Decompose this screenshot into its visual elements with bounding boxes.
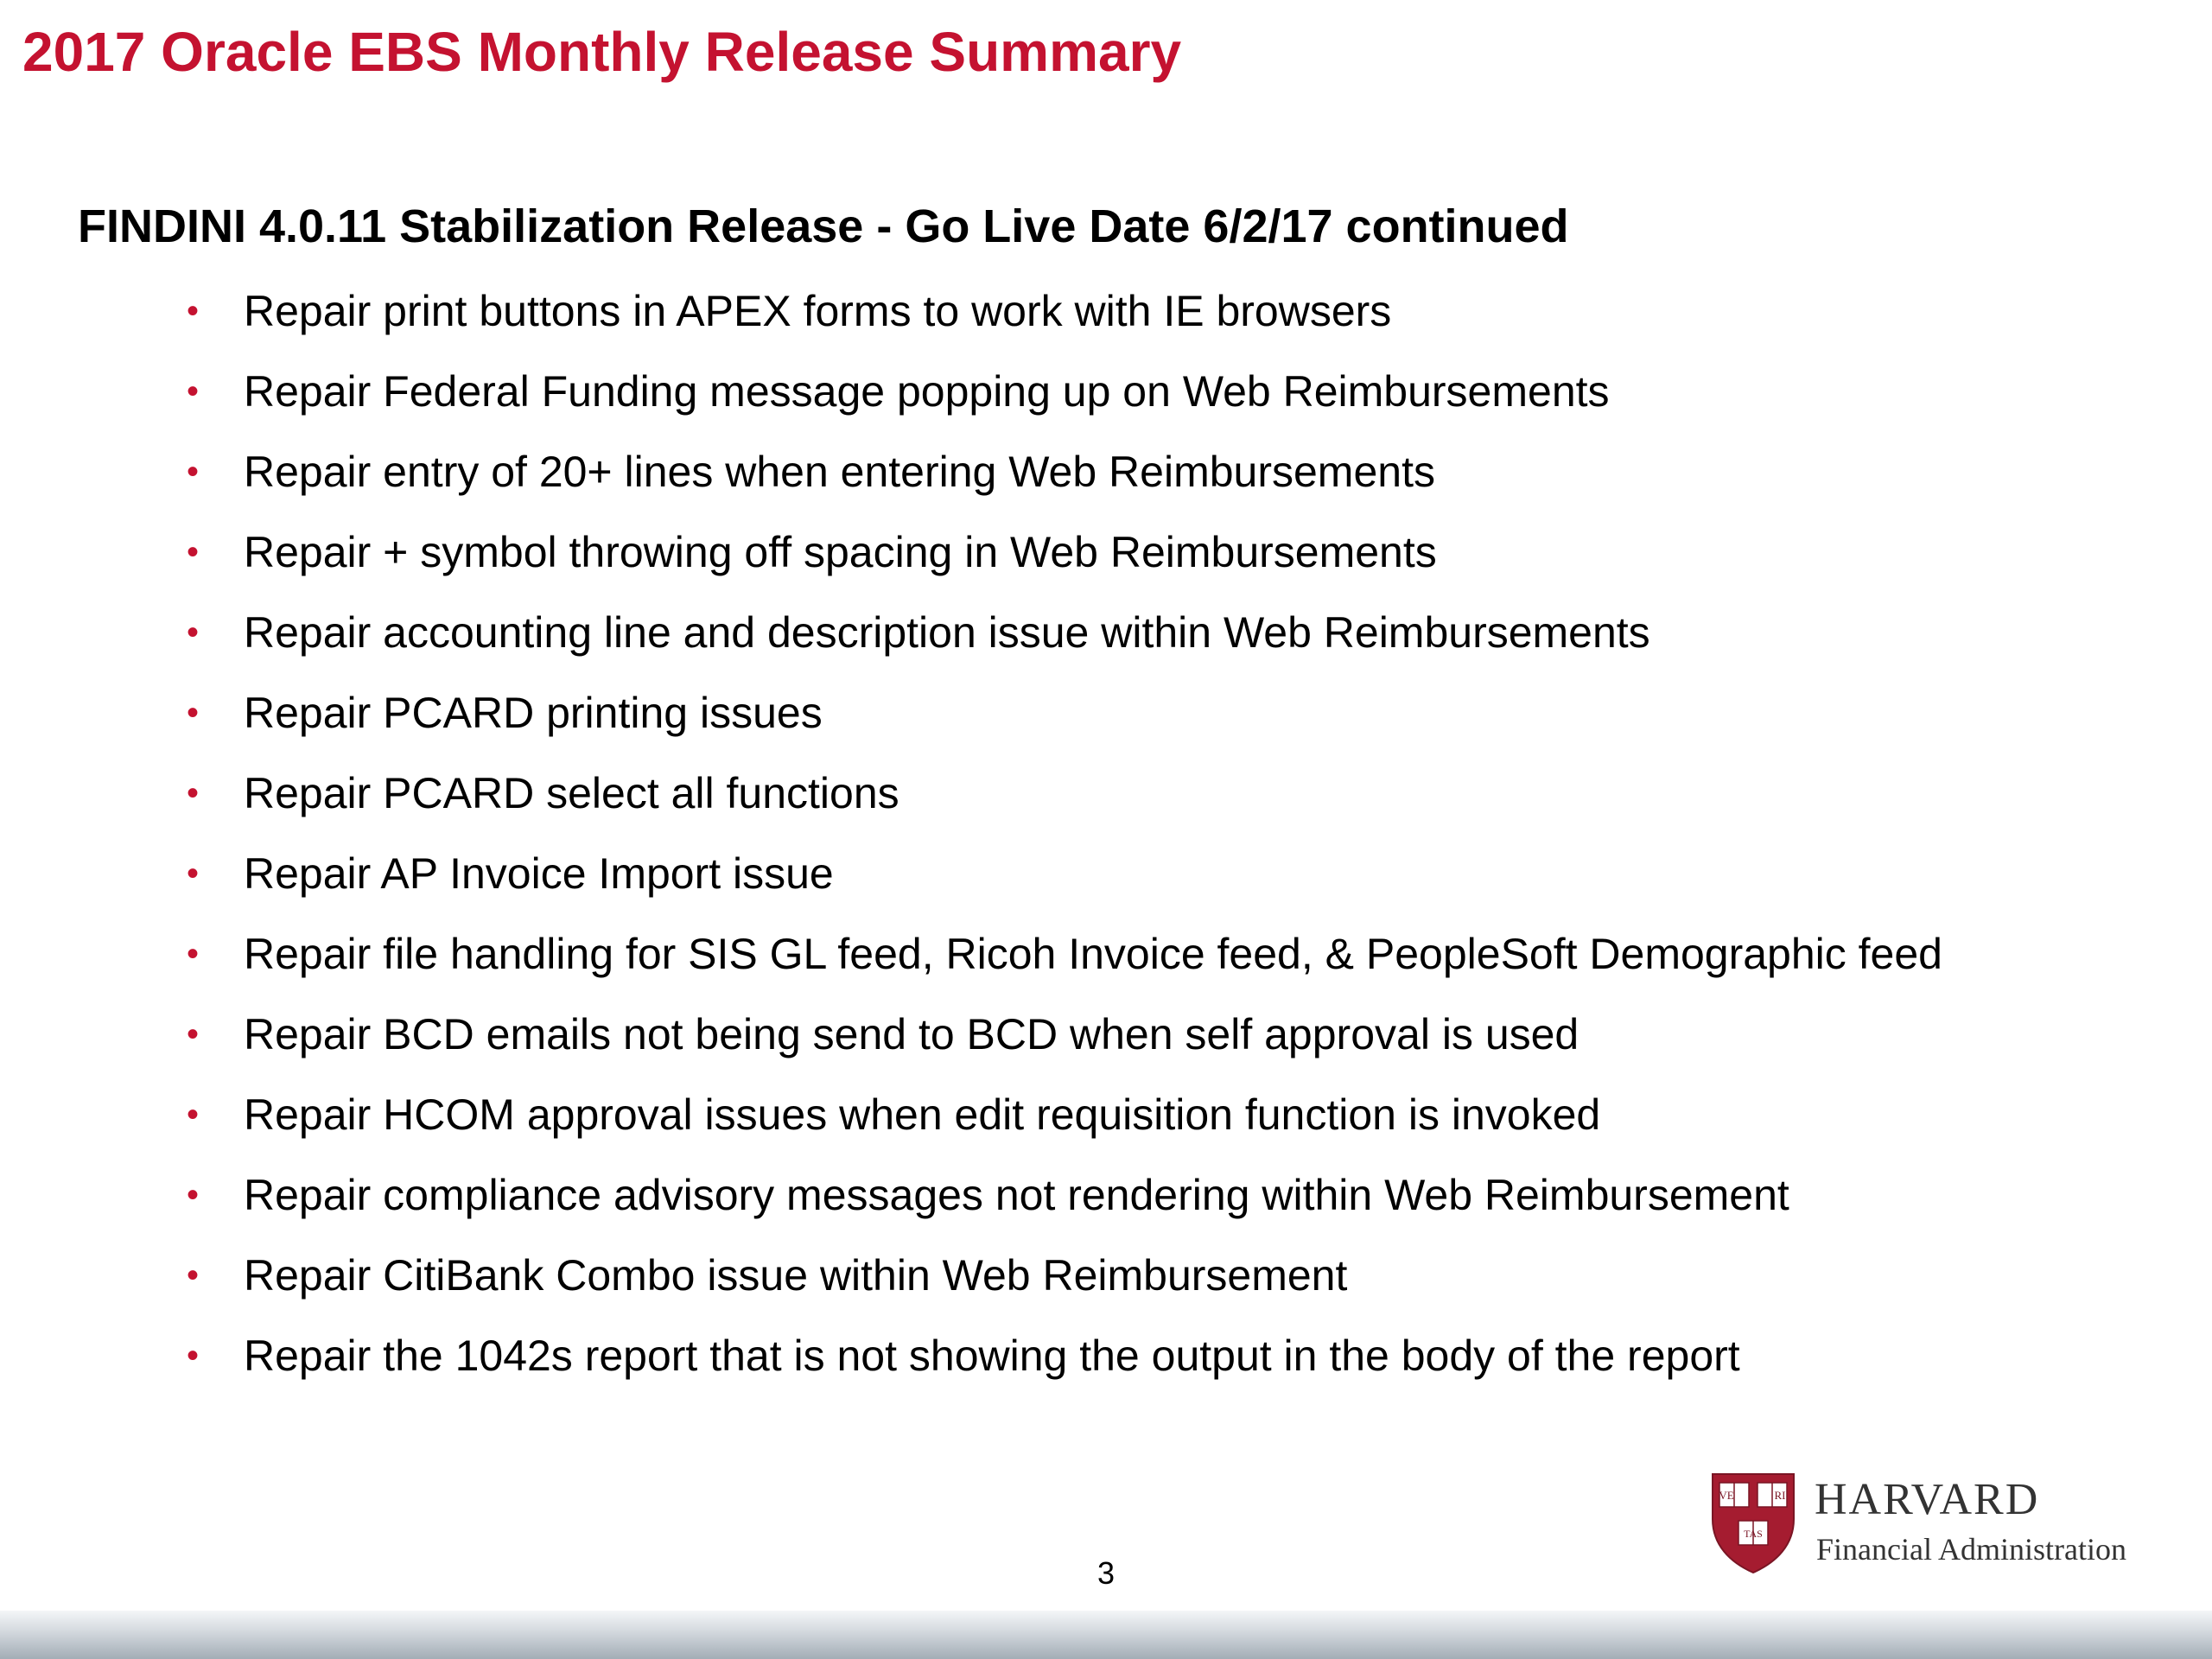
bullet-marker: • xyxy=(187,774,200,812)
bullet-text: Repair the 1042s report that is not showing the output in the body of the report xyxy=(244,1332,1740,1380)
bullet-marker: • xyxy=(187,1337,200,1375)
bullet-marker: • xyxy=(187,694,200,732)
logo-subtitle: Financial Administration xyxy=(1816,1532,2126,1567)
bullet-marker: • xyxy=(187,1176,200,1214)
bullet-marker: • xyxy=(187,1256,200,1294)
shield-letters-3: TAS xyxy=(1744,1528,1763,1540)
shield-letters-1: VE xyxy=(1719,1489,1734,1502)
harvard-shield-icon xyxy=(1709,1471,1797,1576)
bullet-marker: • xyxy=(187,1015,200,1053)
bullet-text: Repair PCARD printing issues xyxy=(244,689,823,737)
bullet-text: Repair entry of 20+ lines when entering Web Reimbursements xyxy=(244,448,1435,496)
page-number: 3 xyxy=(1096,1555,1116,1591)
bullet-marker: • xyxy=(187,613,200,652)
bullet-text: Repair accounting line and description issue within Web Reimbursements xyxy=(244,608,1650,657)
logo-wordmark: HARVARD xyxy=(1815,1475,2040,1524)
bullet-text: Repair PCARD select all functions xyxy=(244,769,899,817)
section-heading: FINDINI 4.0.11 Stabilization Release - Go Live Date 6/2/17 continued xyxy=(78,200,1569,252)
slide-title: 2017 Oracle EBS Monthly Release Summary xyxy=(22,21,1182,83)
bullet-text: Repair AP Invoice Import issue xyxy=(244,849,834,898)
bullet-text: Repair compliance advisory messages not rendering within Web Reimbursement xyxy=(244,1171,1789,1219)
bullet-text: Repair file handling for SIS GL feed, Ricoh Invoice feed, & PeopleSoft Demographic feed xyxy=(244,930,1942,978)
bullet-text: Repair BCD emails not being send to BCD when self approval is used xyxy=(244,1010,1580,1058)
bullet-marker: • xyxy=(187,292,200,330)
bullet-marker: • xyxy=(187,1096,200,1134)
bullet-text: Repair print buttons in APEX forms to work with IE browsers xyxy=(244,287,1392,335)
footer-bar xyxy=(0,1611,2212,1659)
bullet-text: Repair HCOM approval issues when edit requisition function is invoked xyxy=(244,1090,1601,1139)
bullet-text: Repair CitiBank Combo issue within Web Reimbursement xyxy=(244,1251,1348,1300)
bullet-marker: • xyxy=(187,372,200,410)
bullet-marker: • xyxy=(187,935,200,973)
bullet-text: Repair Federal Funding message popping up on Web Reimbursements xyxy=(244,367,1610,416)
bullet-text: Repair + symbol throwing off spacing in Web Reimbursements xyxy=(244,528,1437,576)
shield-letters-2: RI xyxy=(1774,1489,1786,1502)
bullet-marker: • xyxy=(187,453,200,491)
harvard-logo xyxy=(1709,1471,2176,1583)
bullet-marker: • xyxy=(187,855,200,893)
bullet-marker: • xyxy=(187,533,200,571)
